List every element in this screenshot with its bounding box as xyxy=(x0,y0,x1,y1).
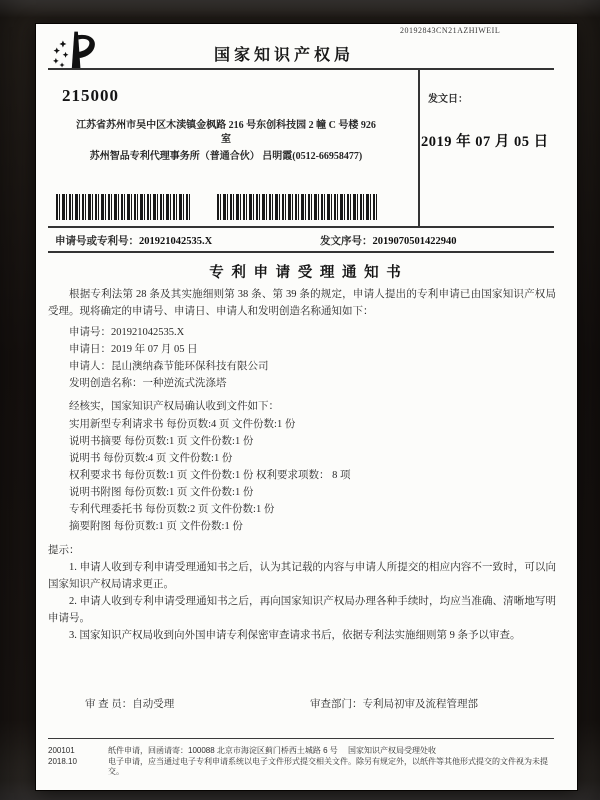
footer-paper-note: 纸件申请，回函请寄：100088 北京市海淀区蓟门桥西土城路 6 号 国家知识产权局受理处收 xyxy=(108,746,437,755)
tips-label: 提示： xyxy=(48,545,80,556)
notice-intro-paragraph: 根据专利法第 28 条及其实施细则第 38 条、第 39 条的规定，申请人提出的专利申请已由国家知识产权局受理。现将确定的申请号、申请日、申请人和发明创造名称通知如下： xyxy=(48,289,556,317)
tip-item: 2. 申请人收到专利申请受理通知书之后，再向国家知识产权局办理各种手续时，均应当准确、清晰地写明申请号。 xyxy=(48,596,556,624)
field-filing-date: 申请日：2019 年 07 月 05 日 xyxy=(69,344,198,355)
recipient-address-line1: 江苏省苏州市吴中区木渎镇金枫路 216 号东创科技园 2 幢 C 号楼 926 xyxy=(76,120,376,131)
field-applicant: 申请人：昆山澳纳森节能环保科技有限公司 xyxy=(69,361,269,372)
tips-section xyxy=(48,542,556,644)
form-code: 200101 xyxy=(48,746,75,755)
field-application-number: 申请号：201921042535.X xyxy=(69,327,185,338)
examiner-label: 审 查 员： xyxy=(85,699,133,710)
application-number-row xyxy=(55,233,212,248)
field-invention-title: 发明创造名称：一种逆流式洗涤塔 xyxy=(69,378,227,389)
office-name-title: 国 家 知 识 产 权 局 xyxy=(213,47,350,64)
document-barcode-code: 20192843CN21AZHIWEIL xyxy=(400,26,501,35)
department-value: 专利局初审及流程管理部 xyxy=(362,699,478,710)
tip-item: 3. 国家知识产权局收到向外国申请专利保密审查请求书后，依据专利法实施细则第 9 条予以审查。 xyxy=(69,630,521,641)
application-number-label: 申请号或专利号： xyxy=(55,236,139,247)
dispatch-box-divider xyxy=(418,68,420,227)
documents-confirm-line: 经核实，国家知识产权局确认收到文件如下： xyxy=(69,401,279,412)
header-rule xyxy=(48,68,554,70)
document-line: 说明书附图 每份页数:1 页 文件份数:1 份 xyxy=(69,487,254,498)
form-revision: 2018.10 xyxy=(48,756,77,766)
footer-rule xyxy=(48,738,554,739)
serial-number-barcode xyxy=(217,194,379,220)
dispatch-date-label: 发文日： xyxy=(428,94,468,105)
department-label: 审查部门： xyxy=(310,699,363,710)
notice-title: 专 利 申 请 受 理 通 知 书 xyxy=(209,265,403,281)
tip-item: 1. 申请人收到专利申请受理通知书之后，认为其记载的内容与申请人所提交的相应内容不一致时，可以向国家知识产权局请求更正。 xyxy=(48,562,556,590)
serial-number-label: 发文序号： xyxy=(320,236,373,247)
examiner-row xyxy=(85,696,174,711)
recipient-address-line2: 室 xyxy=(221,134,231,145)
postal-code: 215000 xyxy=(62,86,119,105)
barcode-section-rule xyxy=(48,226,554,228)
department-row xyxy=(310,696,478,711)
document-line: 权利要求书 每份页数:1 页 文件份数:1 份 权利要求项数： 8 项 xyxy=(69,470,351,481)
recipient-agency-line: 苏州智品专利代理事务所（普通合伙） 吕明霞(0512-66958477) xyxy=(89,151,363,162)
document-line: 专利代理委托书 每份页数:2 页 文件份数:1 份 xyxy=(69,504,275,515)
document-line: 说明书 每份页数:4 页 文件份数:1 份 xyxy=(69,453,233,464)
dispatch-date-value: 2019 年 07 月 05 日 xyxy=(421,134,549,150)
serial-number-row xyxy=(320,233,457,248)
application-number-value: 201921042535.X xyxy=(139,236,213,247)
document-line: 说明书摘要 每份页数:1 页 文件份数:1 份 xyxy=(69,436,254,447)
application-number-barcode xyxy=(56,194,191,220)
footer-electronic-note: 电子申请，应当通过电子专利申请系统以电子文件形式提交相关文件。除另有规定外，以纸件等其他形式提交的文件视为未提交。 xyxy=(108,756,548,776)
serial-number-value: 2019070501422940 xyxy=(372,236,457,247)
examiner-value: 自动受理 xyxy=(132,699,175,710)
numbers-section-rule xyxy=(48,251,554,253)
document-line: 实用新型专利请求书 每份页数:4 页 文件份数:1 份 xyxy=(69,419,296,430)
notice-document-page xyxy=(36,24,577,790)
document-line: 摘要附图 每份页数:1 页 文件份数:1 份 xyxy=(69,521,243,532)
footer-notes xyxy=(48,746,560,778)
